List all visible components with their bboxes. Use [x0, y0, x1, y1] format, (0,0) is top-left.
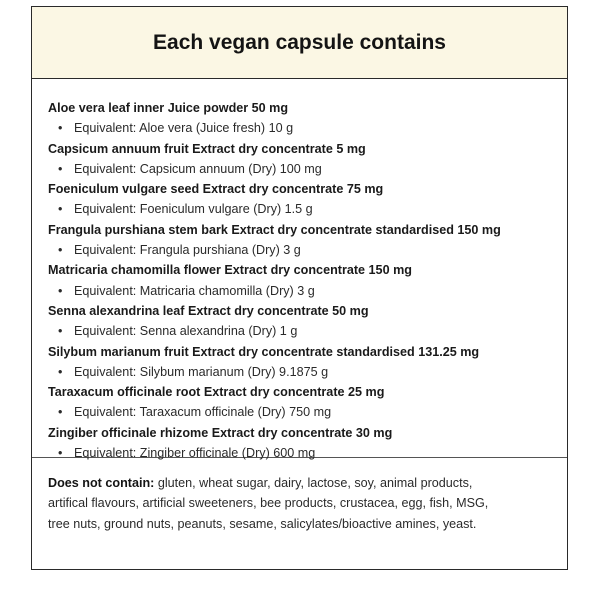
exclusions-line	[48, 473, 553, 493]
equivalent-text: Equivalent: Silybum marianum (Dry) 9.1875 g	[74, 364, 329, 379]
exclusions-line: tree nuts, ground nuts, peanuts, sesame, salicylates/bioactive amines, yeast.	[48, 516, 477, 531]
bullet: •	[58, 446, 63, 461]
equivalent-text: Equivalent: Aloe vera (Juice fresh) 10 g	[74, 121, 294, 136]
ingredient-item	[48, 342, 553, 383]
exclusions-line: artifical flavours, artificial sweeteners, bee products, crustacea, egg, fish, MSG,	[48, 496, 489, 511]
ingredient-equivalent	[48, 159, 553, 179]
ingredient-name: Silybum marianum fruit Extract dry concentrate standardised 131.25 mg	[48, 344, 480, 359]
ingredient-item	[48, 179, 553, 220]
exclusions-label: Does not contain:	[48, 476, 155, 490]
ingredient-name: Matricaria chamomilla flower Extract dry concentrate 150 mg	[48, 263, 412, 278]
ingredient-name: Zingiber officinale rhizome Extract dry concentrate 30 mg	[48, 425, 393, 440]
bullet: •	[58, 243, 63, 258]
bullet: •	[58, 324, 63, 339]
equivalent-text: Equivalent: Taraxacum officinale (Dry) 750 mg	[74, 405, 332, 420]
ingredient-equivalent	[48, 402, 553, 422]
ingredient-item	[48, 301, 553, 342]
exclusions-text: gluten, wheat sugar, dairy, lactose, soy, animal products,	[154, 476, 473, 490]
equivalent-text: Equivalent: Foeniculum vulgare (Dry) 1.5 g	[74, 202, 313, 217]
ingredient-equivalent	[48, 281, 553, 301]
ingredient-item	[48, 98, 553, 139]
ingredient-name: Aloe vera leaf inner Juice powder 50 mg	[48, 101, 289, 115]
ingredient-item	[48, 220, 553, 261]
ingredient-name: Foeniculum vulgare seed Extract dry concentrate 75 mg	[48, 182, 384, 197]
ingredient-item	[48, 139, 553, 180]
bullet: •	[58, 405, 63, 420]
ingredient-equivalent	[48, 240, 553, 260]
ingredient-name: Frangula purshiana stem bark Extract dry concentrate standardised 150 mg	[48, 222, 501, 237]
ingredient-name: Capsicum annuum fruit Extract dry concentrate 5 mg	[48, 141, 366, 156]
exclusions-note	[32, 458, 567, 534]
bullet: •	[58, 161, 63, 176]
panel-header	[32, 7, 567, 79]
ingredient-equivalent	[48, 321, 553, 341]
equivalent-text: Equivalent: Matricaria chamomilla (Dry) 3 g	[74, 283, 315, 298]
ingredient-name: Taraxacum officinale root Extract dry concentrate 25 mg	[48, 385, 385, 400]
equivalent-text: Equivalent: Frangula purshiana (Dry) 3 g	[74, 243, 301, 258]
equivalent-text: Equivalent: Capsicum annuum (Dry) 100 mg	[74, 161, 322, 176]
ingredient-item	[48, 382, 553, 423]
ingredient-equivalent	[48, 362, 553, 382]
bullet: •	[58, 283, 63, 298]
ingredient-equivalent	[48, 118, 553, 138]
bullet: •	[58, 364, 63, 379]
ingredient-item	[48, 260, 553, 301]
panel-title: Each vegan capsule contains	[153, 30, 446, 54]
equivalent-text: Equivalent: Zingiber officinale (Dry) 600 mg	[74, 446, 316, 461]
supplement-facts-panel	[31, 6, 568, 570]
bullet: •	[58, 202, 63, 217]
ingredients-list	[32, 79, 567, 461]
ingredient-equivalent	[48, 199, 553, 219]
equivalent-text: Equivalent: Senna alexandrina (Dry) 1 g	[74, 324, 298, 339]
ingredient-name: Senna alexandrina leaf Extract dry concentrate 50 mg	[48, 303, 369, 318]
bullet: •	[58, 121, 63, 136]
